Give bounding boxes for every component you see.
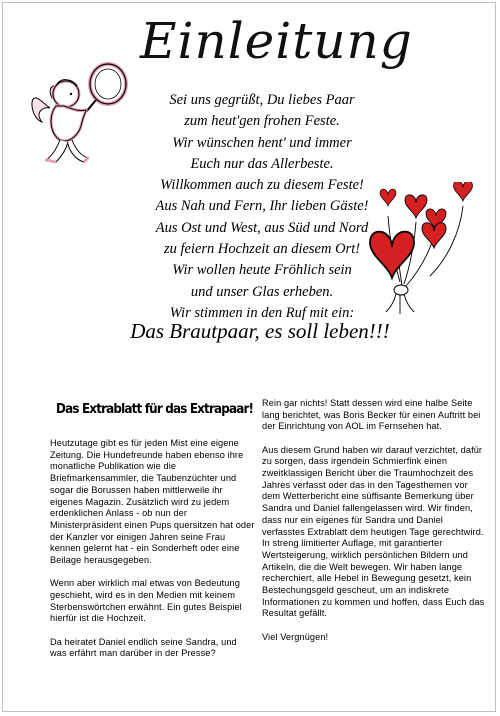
article-paragraph: Rein gar nichts! Statt dessen wird eine halbe Seite lang berichtet, was Boris Becker für einen Auftritt bei der Einrichtung von AOL im Fernsehen hat. bbox=[262, 398, 481, 432]
article-paragraph: Viel Vergnügen! bbox=[262, 631, 329, 642]
poem-line: Aus Ost und West, aus Süd und Nord bbox=[155, 219, 369, 236]
poem-line: Willkommen auch zu diesem Feste! bbox=[160, 177, 364, 194]
poem-line: Aus Nah und Fern, Ihr lieben Gäste! bbox=[155, 198, 369, 215]
poem-line: zu feiern Hochzeit an diesem Ort! bbox=[163, 241, 361, 258]
article-paragraph: Aus diesem Grund haben wir darauf verzichtet, dafür zu sorgen, dass irgendein Schmierfink einen zweitklassigen Bericht über die Traumhochzeit des Jahres verfasst oder das in den Tagesthemen vor dem Wetterbericht eine süffisante Bemerkung über Sandra und Daniel fallengelassen wird. Wir finden, dass nur ein eigenes für Sandra und Daniel verfasstes Extrablatt dem heutigen Tage gerechtwird. In streng limitierter Auflage, mit garantierter Wertsteigerung, wirklich persönlichen Bildern und Artikeln, die die Welt bewegen. Wir haben lange recherchiert, alle Hebel in Bewegung gesetzt, kein Bestechungsgeld gescheut, um an indiskrete Informationen zu kommen und hoffen, dass Euch das Resultat gefällt. bbox=[262, 444, 485, 619]
poem-line: Wir stimmen in den Ruf mit ein: bbox=[169, 304, 355, 321]
article-headline: Das Extrablatt für das Extrapaar! bbox=[56, 402, 254, 417]
heart-balloons-icon bbox=[360, 182, 482, 314]
page-title: Einleitung bbox=[140, 12, 413, 70]
poem-line: Wir wünschen hent' und immer bbox=[172, 134, 352, 151]
poem-line: Sei uns gegrüßt, Du liebes Paar bbox=[169, 92, 355, 108]
poem-line: und unser Glas erheben. bbox=[190, 283, 334, 300]
poem-line: zum heut'gen frohen Feste. bbox=[184, 113, 340, 130]
article-paragraph: Heutzutage gibt es für jeden Mist eine eigene Zeitung. Die Hundefreunde haben ebenso ihre monatliche Publikation wie die Briefmarkensammler, die Taubenzüchter und sogar die Borussen haben mittlerweile ihr eigenes Magazin. Zusätzlich wird zu jedem erdenklichen Anlass - ob nun der Ministerpräsident einen Pups quersitzen hat oder der Kanzler vor einigen Jahren seine Frau kennen gelernt hat - ein Sonderheft oder eine Beilage herausgegeben. bbox=[50, 438, 255, 566]
poem-line: Euch nur das Allerbeste. bbox=[190, 155, 334, 172]
article-left-column bbox=[50, 400, 255, 671]
article-right-column bbox=[262, 398, 487, 655]
cheer-line: Das Brautpaar, es soll leben!!! bbox=[130, 319, 390, 343]
poem-line: Wir wollen heute Fröhlich sein bbox=[172, 262, 352, 279]
article-paragraph: Da heiratet Daniel endlich seine Sandra, und was erfährt man darüber in der Presse? bbox=[50, 636, 237, 659]
article-paragraph: Wenn aber wirklich mal etwas von Bedeutung geschieht, wird es in den Medien mit keinem Sterbenswörtchen erwähnt. Ein gutes Beispiel hierfür ist die Hochzeit. bbox=[50, 578, 242, 624]
